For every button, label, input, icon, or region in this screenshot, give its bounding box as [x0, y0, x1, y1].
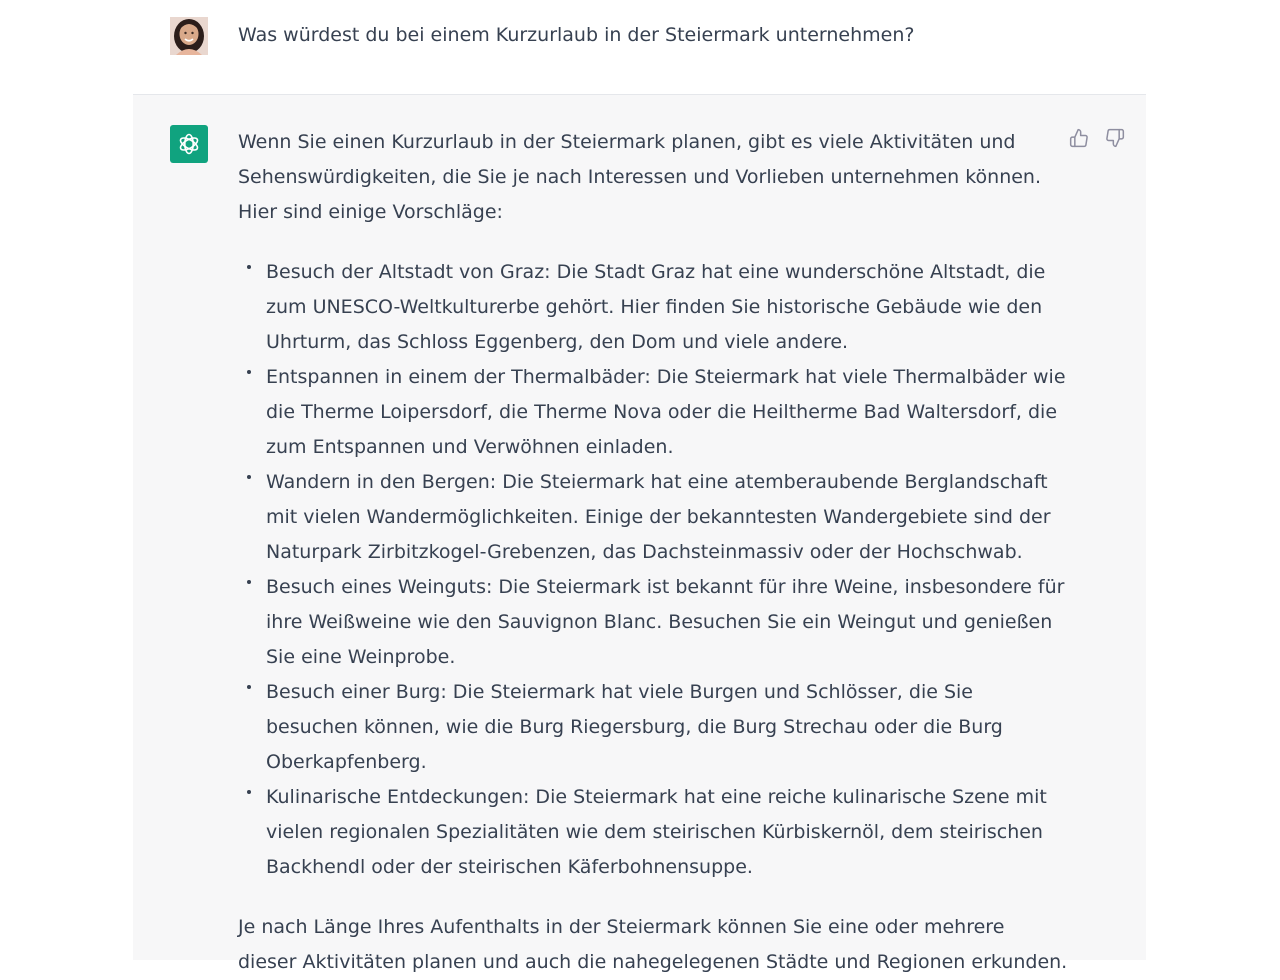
list-item: Besuch eines Weinguts: Die Steiermark ist bekannt für ihre Weine, insbesondere für ihre Weißweine wie den Sauvignon Blanc. Besuchen Sie ein Weingut und genießen Sie eine Weinprobe. [238, 570, 1068, 675]
openai-logo-icon [176, 131, 202, 157]
user-message-text: Was würdest du bei einem Kurzurlaub in der Steiermark unternehmen? [238, 24, 915, 46]
thumbs-up-button[interactable] [1068, 127, 1090, 149]
assistant-outro-text: Je nach Länge Ihres Aufenthalts in der Steiermark können Sie eine oder mehrere dieser Aktivitäten planen und auch die nahegelegenen Städte und Regionen erkunden. [238, 916, 1068, 973]
assistant-message-row [133, 95, 1146, 973]
thumbs-up-icon [1069, 128, 1089, 148]
assistant-avatar [170, 125, 208, 163]
thumbs-down-button[interactable] [1104, 127, 1126, 149]
user-avatar-photo [170, 17, 208, 55]
list-item: Wandern in den Bergen: Die Steiermark hat eine atemberaubende Berglandschaft mit vielen Wandermöglichkeiten. Einige der bekanntesten Wandergebiete sind der Naturpark Zirbitzkogel-Grebenzen, das Dachsteinmassiv oder der Hochschwab. [238, 465, 1068, 570]
assistant-intro-text: Wenn Sie einen Kurzurlaub in der Steiermark planen, gibt es viele Aktivitäten und Sehenswürdigkeiten, die Sie je nach Interessen und Vorlieben unternehmen können. Hier sind einige Vorschläge: [238, 131, 1042, 223]
list-item: Entspannen in einem der Thermalbäder: Die Steiermark hat viele Thermalbäder wie die Therme Loipersdorf, die Therme Nova oder die Heiltherme Bad Waltersdorf, die zum Entspannen und Verwöhnen einladen. [238, 360, 1068, 465]
suggestion-list [238, 255, 1068, 885]
user-message-row [133, 0, 1146, 95]
avatar [170, 17, 208, 55]
list-item: Besuch der Altstadt von Graz: Die Stadt Graz hat eine wunderschöne Altstadt, die zum UNESCO-Weltkulturerbe gehört. Hier finden Sie historische Gebäude wie den Uhrturm, das Schloss Eggenberg, den Dom und viele andere. [238, 255, 1068, 360]
feedback-buttons [1068, 127, 1126, 149]
assistant-message-content [238, 125, 1068, 980]
thumbs-down-icon [1105, 128, 1125, 148]
list-item: Kulinarische Entdeckungen: Die Steiermark hat eine reiche kulinarische Szene mit vielen regionalen Spezialitäten wie dem steirischen Kürbiskernöl, dem steirischen Backhendl oder der steirischen Käferbohnensuppe. [238, 780, 1068, 885]
list-item: Besuch einer Burg: Die Steiermark hat viele Burgen und Schlösser, die Sie besuchen können, wie die Burg Riegersburg, die Burg Strechau oder die Burg Oberkapfenberg. [238, 675, 1068, 780]
